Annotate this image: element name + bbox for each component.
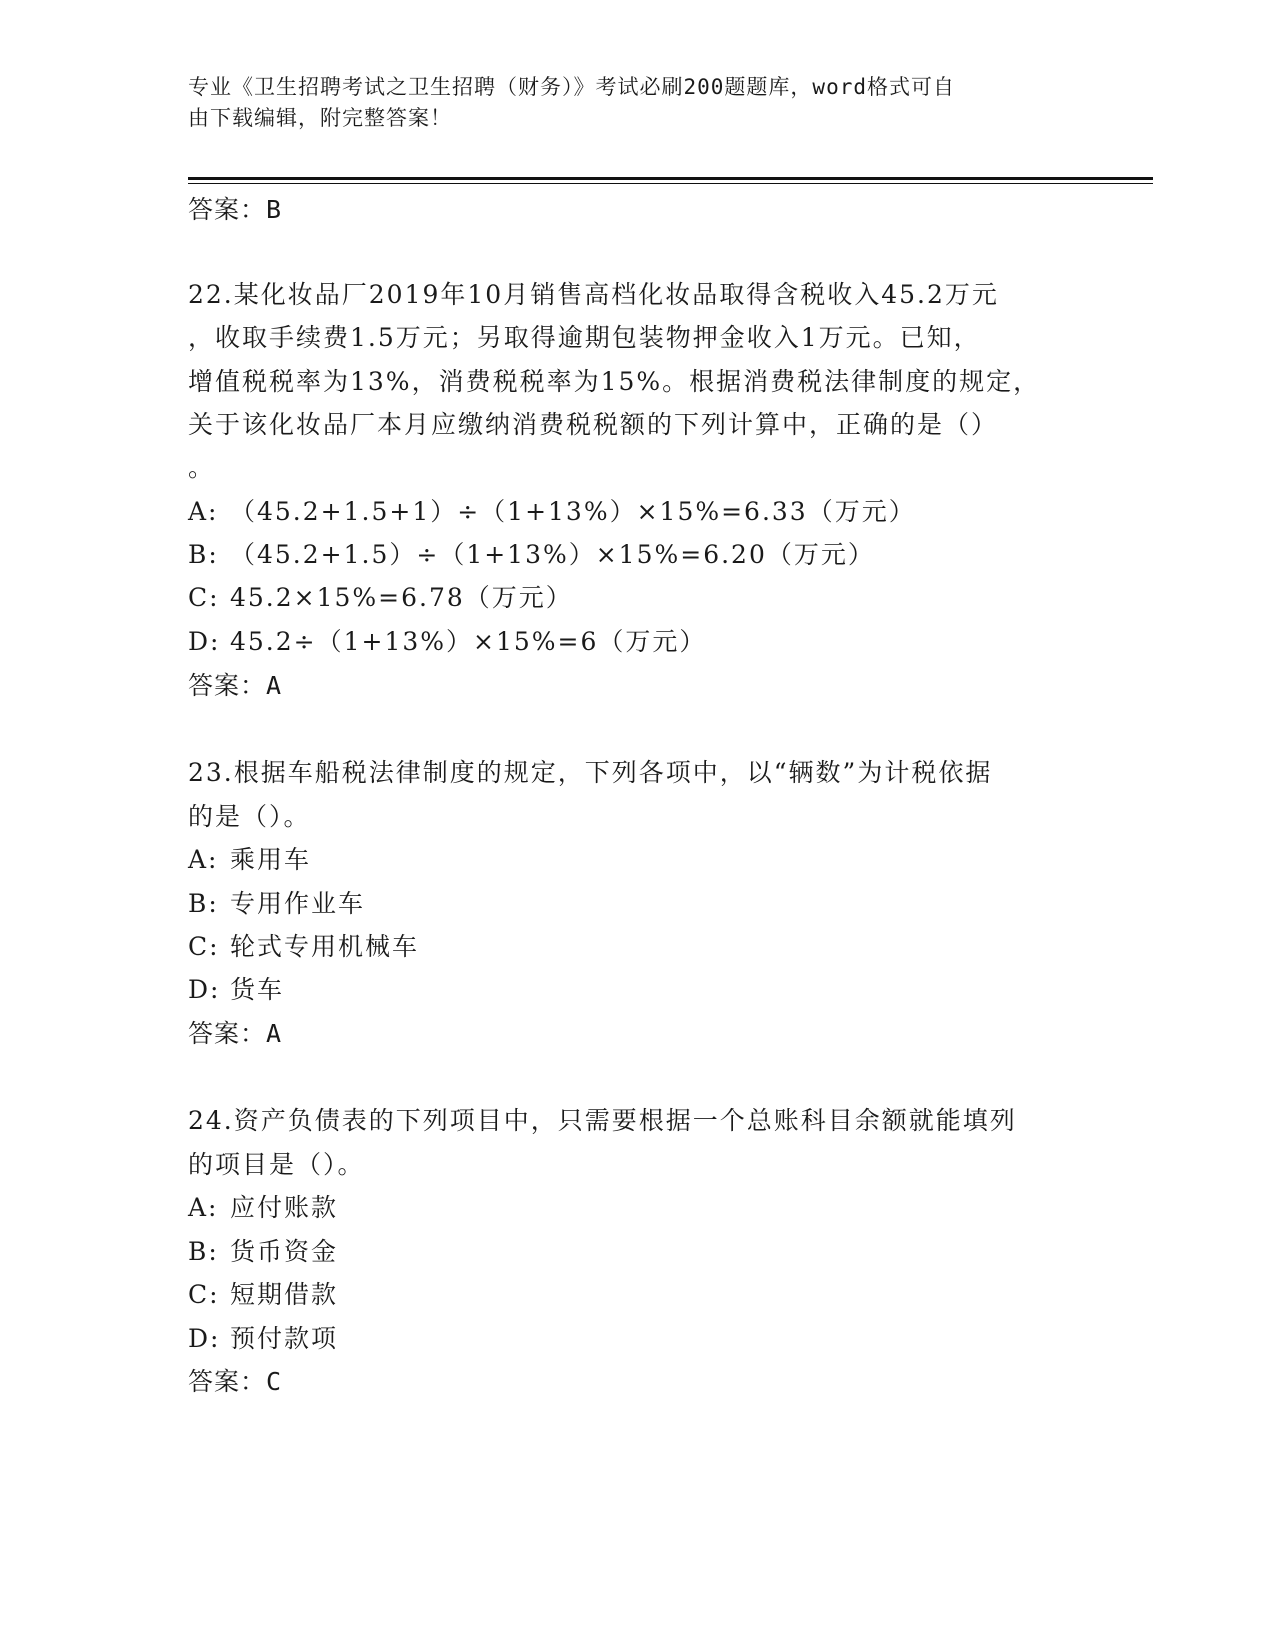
- question-22-line: 关于该化妆品厂本月应缴纳消费税税额的下列计算中，正确的是（）: [188, 410, 999, 439]
- option-c: [188, 1279, 338, 1311]
- option-a: [188, 1192, 338, 1224]
- answer-22: 答案：A: [188, 671, 283, 700]
- answer-23: 答案：A: [188, 1019, 283, 1048]
- option-letter: C:: [188, 583, 220, 612]
- option-a: [188, 844, 311, 876]
- option-text: 45.2÷（1+13%）×15%=6（万元）: [230, 627, 707, 656]
- option-letter: C:: [188, 1280, 220, 1309]
- option-text: 货车: [230, 975, 285, 1004]
- previous-answer: 答案：B: [188, 195, 283, 224]
- option-b: [188, 539, 875, 571]
- question-24-line: 24.资产负债表的下列项目中，只需要根据一个总账科目余额就能填列: [188, 1106, 1017, 1135]
- question-22-line: 增值税税率为13%，消费税税率为15%。根据消费税法律制度的规定，: [188, 367, 1041, 396]
- header-line-2: 由下载编辑，附完整答案！: [188, 106, 452, 130]
- option-letter: D:: [188, 975, 221, 1004]
- question-22-line: ，收取手续费1.5万元；另取得逾期包装物押金收入1万元。已知，: [188, 323, 981, 352]
- header-divider-thin: [188, 183, 1153, 184]
- option-letter: B:: [188, 540, 219, 569]
- option-text: 货币资金: [230, 1237, 339, 1266]
- option-letter: A:: [188, 845, 219, 874]
- option-a: [188, 496, 916, 528]
- header-divider-thick: [188, 177, 1153, 180]
- option-text: 45.2×15%=6.78（万元）: [230, 583, 573, 612]
- option-text: 专用作业车: [230, 889, 366, 918]
- option-text: （45.2+1.5+1）÷（1+13%）×15%=6.33（万元）: [230, 497, 916, 526]
- option-text: 短期借款: [230, 1280, 339, 1309]
- option-c: [188, 931, 419, 963]
- option-d: [188, 1323, 338, 1355]
- option-letter: C:: [188, 932, 220, 961]
- option-text: （45.2+1.5）÷（1+13%）×15%=6.20（万元）: [230, 540, 875, 569]
- option-letter: B:: [188, 889, 219, 918]
- option-text: 轮式专用机械车: [230, 932, 420, 961]
- option-letter: D:: [188, 1324, 221, 1353]
- option-letter: A:: [188, 497, 219, 526]
- question-23-line: 的是（）。: [188, 802, 311, 831]
- option-c: [188, 582, 573, 614]
- question-24-line: 的项目是（）。: [188, 1150, 365, 1179]
- option-text: 预付款项: [230, 1324, 339, 1353]
- option-text: 应付账款: [230, 1193, 339, 1222]
- question-23-line: 23.根据车船税法律制度的规定，下列各项中，以“辆数”为计税依据: [188, 758, 993, 787]
- option-letter: D:: [188, 627, 221, 656]
- option-b: [188, 1236, 338, 1268]
- option-d: [188, 974, 284, 1006]
- option-b: [188, 888, 365, 920]
- option-d: [188, 626, 706, 658]
- option-text: 乘用车: [230, 845, 312, 874]
- option-letter: B:: [188, 1237, 219, 1266]
- header-line-1: 专业《卫生招聘考试之卫生招聘（财务）》考试必刷200题题库，word格式可自: [188, 75, 955, 99]
- question-22-line: 。: [188, 453, 216, 482]
- option-letter: A:: [188, 1193, 219, 1222]
- document-header: [188, 72, 1068, 134]
- answer-24: 答案：C: [188, 1367, 283, 1396]
- question-22-line: 22.某化妆品厂2019年10月销售高档化妆品取得含税收入45.2万元: [188, 280, 999, 309]
